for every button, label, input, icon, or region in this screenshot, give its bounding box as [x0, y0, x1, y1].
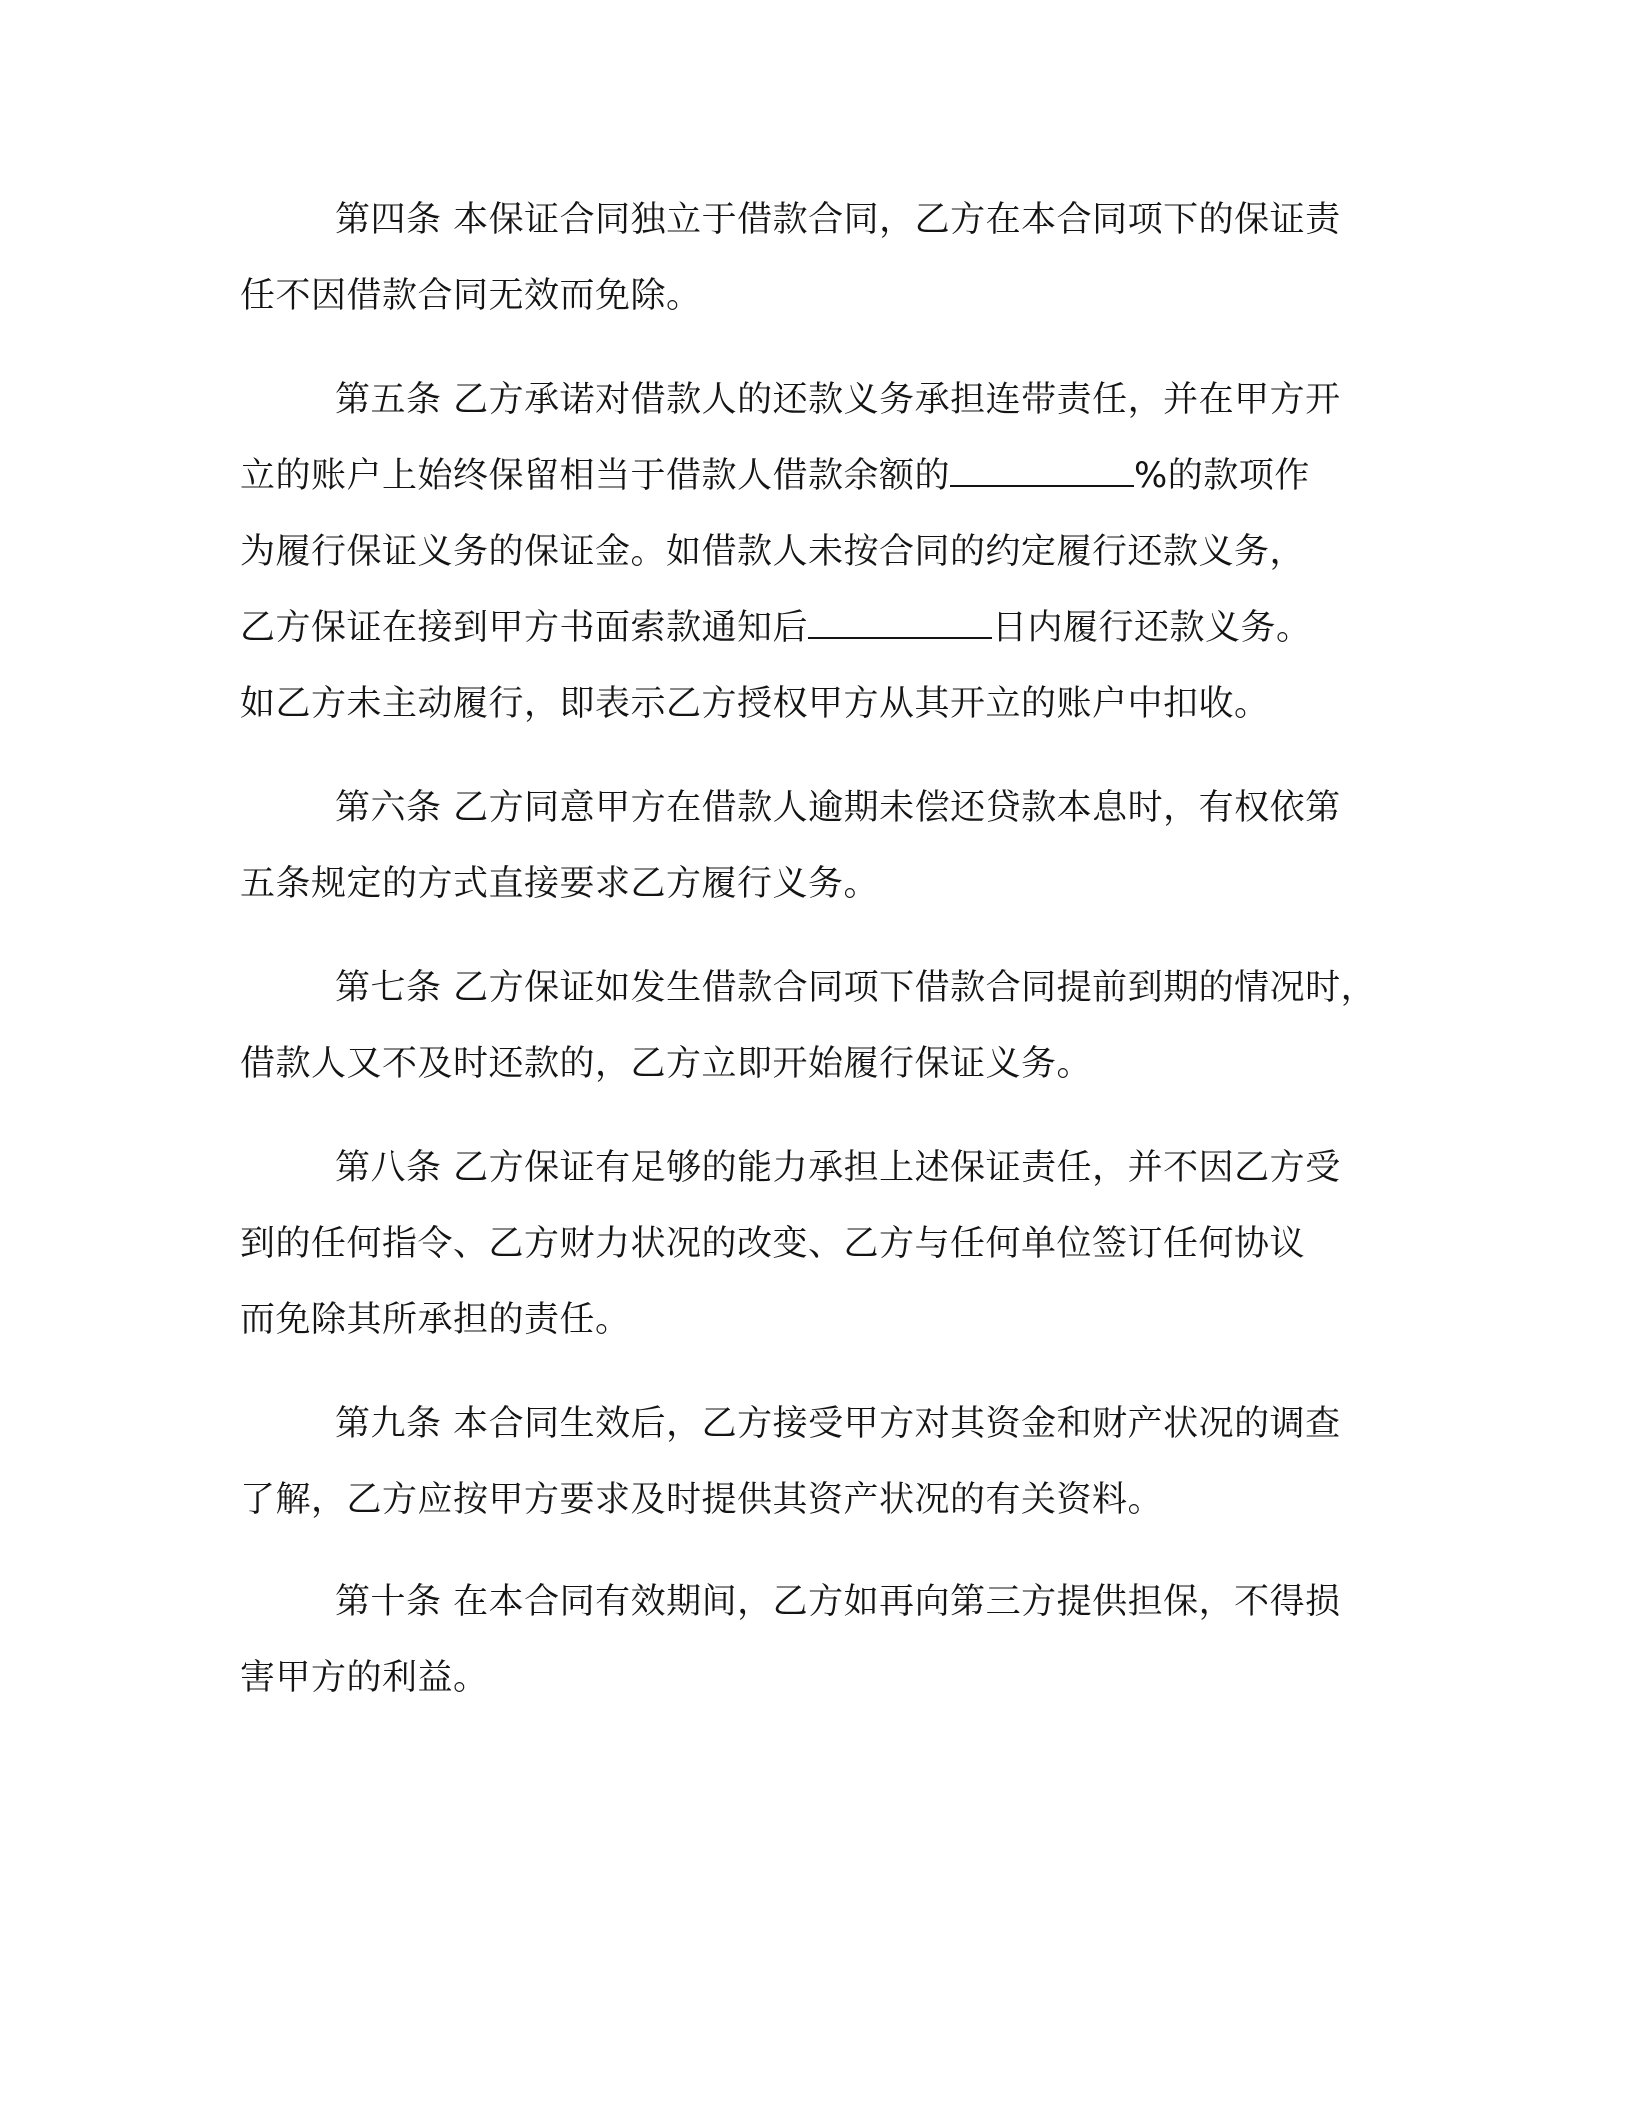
days-blank[interactable]: [808, 607, 992, 639]
article-6-line-2: 五条规定的方式直接要求乙方履行义务。: [240, 864, 880, 904]
article-5-line-1: 第五条 乙方承诺对借款人的还款义务承担连带责任，并在甲方开: [335, 380, 1341, 420]
article-6-line-1: 第六条 乙方同意甲方在借款人逾期未偿还贷款本息时，有权依第: [335, 788, 1341, 828]
article-9-line-2: 了解，乙方应按甲方要求及时提供其资产状况的有关资料。: [240, 1480, 1164, 1520]
article-4-line-1: 第四条 本保证合同独立于借款合同，乙方在本合同项下的保证责: [335, 200, 1341, 240]
article-5-line-3: 为履行保证义务的保证金。如借款人未按合同的约定履行还款义务，: [240, 532, 1306, 572]
article-8-line-1: 第八条 乙方保证有足够的能力承担上述保证责任，并不因乙方受: [335, 1148, 1341, 1188]
article-5-line-2-text-a: 立的账户上始终保留相当于借款人借款余额的: [240, 456, 951, 496]
article-10-line-2: 害甲方的利益。: [240, 1658, 489, 1698]
article-5-line-5: 如乙方未主动履行，即表示乙方授权甲方从其开立的账户中扣收。: [240, 684, 1270, 724]
article-4-line-2: 任不因借款合同无效而免除。: [240, 276, 702, 316]
article-5-line-4-text-b: 日内履行还款义务。: [992, 608, 1312, 648]
article-7-line-2: 借款人又不及时还款的，乙方立即开始履行保证义务。: [240, 1044, 1093, 1084]
article-10-line-1: 第十条 在本合同有效期间，乙方如再向第三方提供担保，不得损: [335, 1582, 1341, 1622]
article-8-line-3: 而免除其所承担的责任。: [240, 1300, 631, 1340]
article-9-line-1: 第九条 本合同生效后，乙方接受甲方对其资金和财产状况的调查: [335, 1404, 1341, 1444]
article-5-line-4: [240, 606, 1312, 650]
article-5-line-4-text-a: 乙方保证在接到甲方书面索款通知后: [240, 608, 809, 648]
percentage-blank[interactable]: [950, 455, 1134, 487]
article-7-line-1: 第七条 乙方保证如发生借款合同项下借款合同提前到期的情况时，: [335, 968, 1377, 1008]
article-5-line-2-text-b: %的款项作: [1134, 456, 1310, 496]
article-5-line-2: [240, 454, 1310, 498]
article-8-line-2: 到的任何指令、乙方财力状况的改变、乙方与任何单位签订任何协议: [240, 1224, 1306, 1264]
